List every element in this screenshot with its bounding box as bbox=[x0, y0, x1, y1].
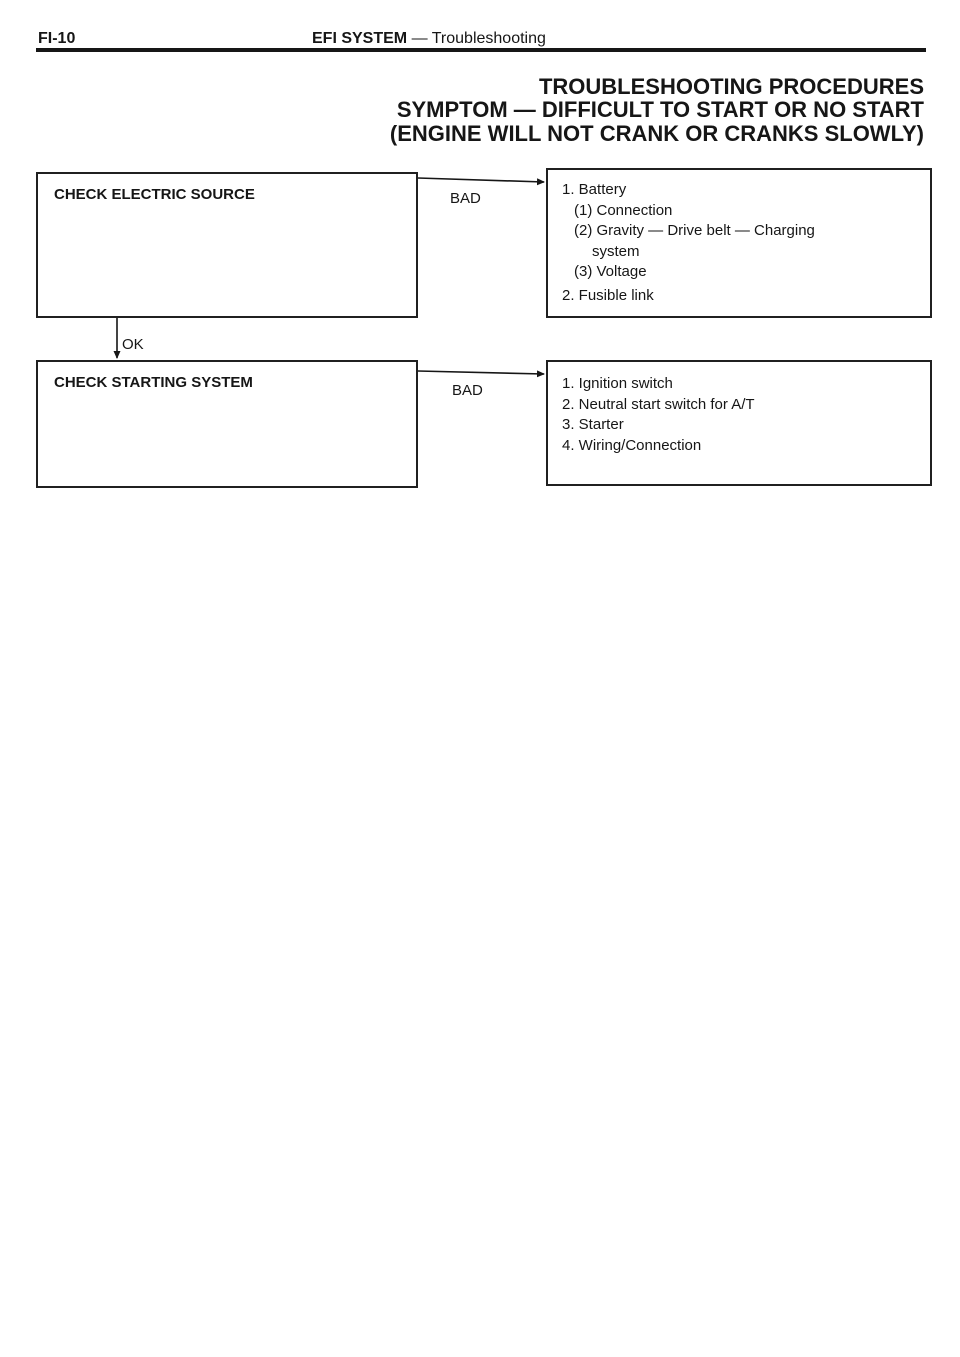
cause-starter: 3. Starter bbox=[562, 416, 624, 433]
cause-battery-gravity: (2) Gravity — Drive belt — Charging bbox=[574, 222, 815, 239]
bad-label-electric-source: BAD bbox=[450, 190, 481, 207]
cause-battery-voltage: (3) Voltage bbox=[574, 263, 647, 280]
starting-system-causes-box bbox=[546, 360, 932, 486]
cause-fusible-link: 2. Fusible link bbox=[562, 286, 654, 304]
cause-neutral-start-switch: 2. Neutral start switch for A/T bbox=[562, 395, 755, 413]
procedure-title: TROUBLESHOOTING PROCEDURES bbox=[538, 74, 924, 99]
running-header-separator: — bbox=[407, 30, 432, 47]
check-starting-system-box bbox=[36, 360, 418, 488]
cause-battery: 1. Battery bbox=[562, 181, 627, 198]
electric-source-cause-list bbox=[562, 180, 815, 306]
symptom-subtitle: (ENGINE WILL NOT CRANK OR CRANKS SLOWLY) bbox=[389, 121, 924, 146]
page-number: FI-10 bbox=[38, 30, 76, 47]
check-starting-system-label: CHECK STARTING SYSTEM bbox=[54, 374, 253, 391]
symptom-title: SYMPTOM — DIFFICULT TO START OR NO START bbox=[396, 97, 924, 122]
electric-source-causes-box bbox=[546, 168, 932, 318]
bad-connector-2 bbox=[418, 371, 544, 374]
starting-system-cause-list bbox=[562, 374, 755, 456]
cause-battery-connection: (1) Connection bbox=[574, 201, 673, 219]
cause-ignition-switch: 1. Ignition switch bbox=[562, 375, 673, 392]
cause-battery-gravity-cont: system bbox=[592, 242, 640, 260]
cause-wiring-connection: 4. Wiring/Connection bbox=[562, 436, 702, 454]
running-header-subsection: Troubleshooting bbox=[431, 30, 546, 47]
check-electric-source-label: CHECK ELECTRIC SOURCE bbox=[54, 186, 255, 203]
bad-connector-1 bbox=[418, 178, 544, 182]
check-electric-source-box bbox=[36, 172, 418, 318]
running-header-section: EFI SYSTEM bbox=[312, 30, 408, 47]
bad-label-starting-system: BAD bbox=[452, 382, 483, 399]
ok-label: OK bbox=[122, 336, 144, 353]
